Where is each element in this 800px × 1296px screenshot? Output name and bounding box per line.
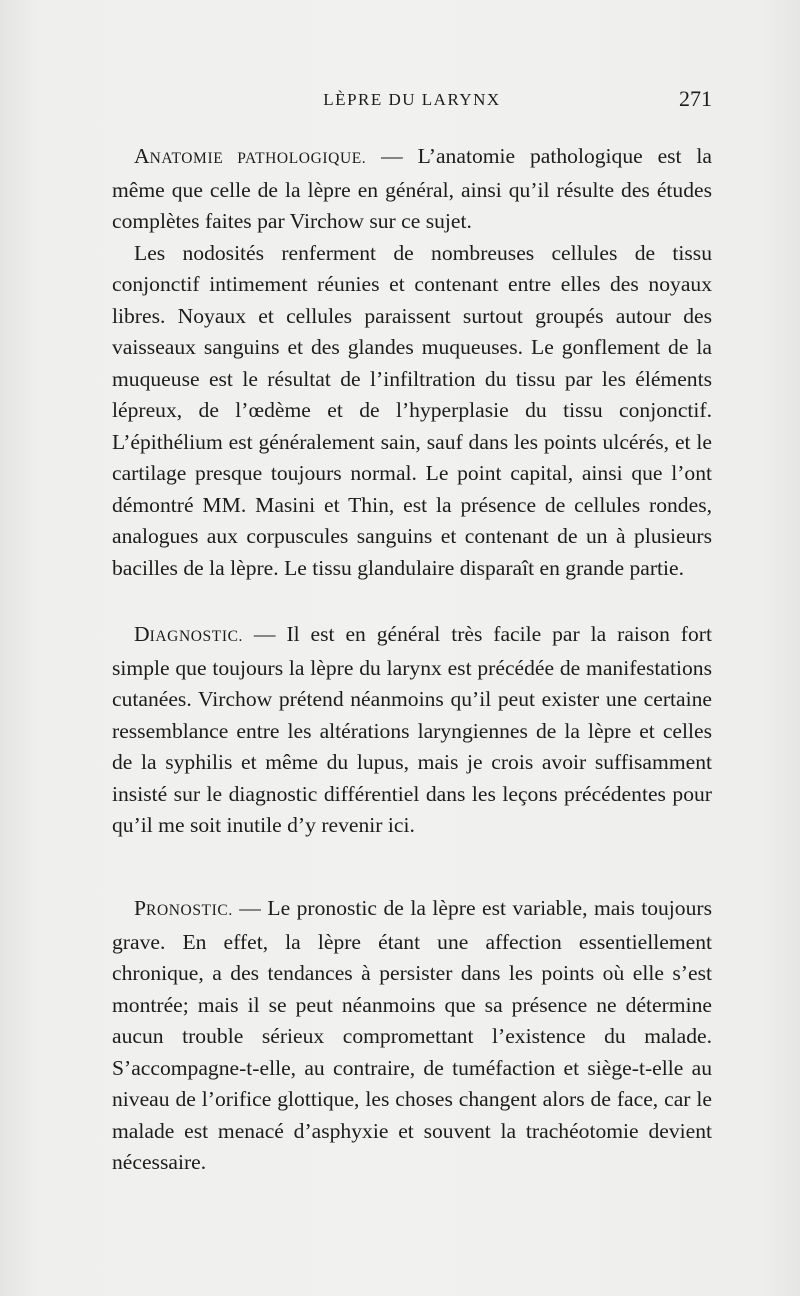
paragraph-text: — Le pronostic de la lèpre est variable, mais toujours grave. En effet, la lèpre étant une affection essentiellement chronique, a des tendances à persister dans les points où elle s’est montrée; mais il se peut néanmoins que sa présence ne détermine aucun trouble sérieux compromettant l’existence du malade. S’accompagne-t-elle, au contraire, de tuméfaction et siège-t-elle au niveau de l’orifice glottique, les choses changent alors de face, car le malade est menacé d’asphyxie et souvent la trachéotomie devient nécessaire. [112,896,712,1174]
paragraph-text: — Il est en général très facile par la raison fort simple que toujours la lèpre du larynx est précédée de manifestations cutanées. Virchow prétend néanmoins qu’il peut exister une certaine ressemblance entre les altérations laryngiennes de la lèpre et celles de la syphilis et même du lupus, mais je crois avoir suffisamment insisté sur le diagnostic différentiel dans les leçons précédentes pour qu’il me soit inutile d’y revenir ici. [112,622,712,837]
paragraph: Les nodosités renferment de nombreuses cellules de tissu conjonctif intimement réunies et contenant entre elles des noyaux libres. Noyaux et cellules paraissent surtout groupés autour des vaisseaux sanguins et des glandes muqueuses. Le gonflement de la muqueuse est le résultat de l’infiltration du tissu par les éléments lépreux, de l’œdème et de l’hyperplasie du tissu conjonctif. L’épithélium est généralement sain, sauf dans les points ulcérés, et le cartilage presque toujours normal. Le point capital, ainsi que l’ont démontré MM. Masini et Thin, est la présence de cellules rondes, analogues aux corpuscules sanguins et contenant de un à plusieurs bacilles de la lèpre. Le tissu glandulaire disparaît en grande partie. [112,240,712,580]
paragraph [112,619,712,842]
section-diagnostic [112,619,712,842]
section-heading: ANATOMIE PATHOLOGIQUE. [134,144,367,168]
paragraph-text: — L’anatomie pathologique est la même que celle de la lèpre en général, ainsi qu’il résulte des études complètes faites par Virchow sur ce sujet. [112,144,712,233]
paragraph [112,893,712,1179]
section-pronostic [112,893,712,1179]
section-heading: PRONOSTIC. [134,896,233,920]
running-header [112,86,712,118]
page-number: 271 [679,86,712,111]
section-heading: DIAGNOSTIC. [134,622,244,646]
section-anatomie-pathologique [112,141,712,584]
paragraph [112,141,712,238]
running-title: LÈPRE DU LARYNX [323,90,501,109]
